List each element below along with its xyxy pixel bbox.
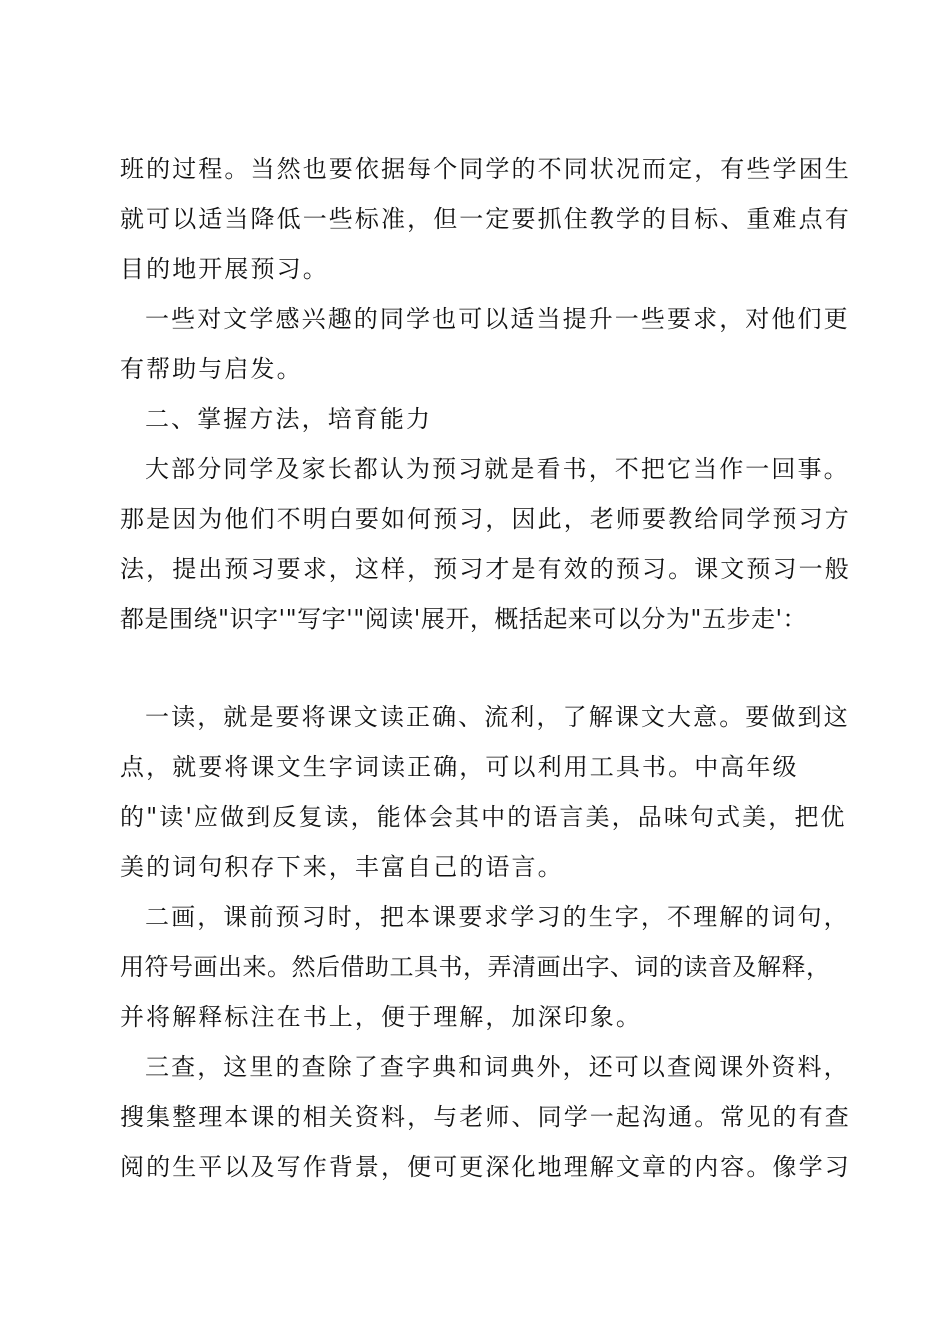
text-line: 就可以适当降低一些标准，但一定要抓住教学的目标、重难点有 xyxy=(120,205,851,233)
text-line: 班的过程。当然也要依据每个同学的不同状况而定，有些学困生 xyxy=(120,155,851,183)
paragraph-first-line: 二画，课前预习时，把本课要求学习的生字，不理解的词句， xyxy=(145,903,850,931)
text-line: 法，提出预习要求，这样，预习才是有效的预习。课文预习一般 xyxy=(120,555,851,583)
paragraph-first-line: 一读，就是要将课文读正确、流利，了解课文大意。要做到这 xyxy=(145,703,850,731)
paragraph-first-line: 一些对文学感兴趣的同学也可以适当提升一些要求，对他们更 xyxy=(145,305,850,333)
text-line: 点，就要将课文生字词读正确，可以利用工具书。中高年级 xyxy=(120,753,799,781)
text-line: 阅的生平以及写作背景，便可更深化地理解文章的内容。像学习 xyxy=(120,1153,851,1181)
text-line: 都是围绕"识字'"写字'"阅读'展开，概括起来可以分为"五步走'： xyxy=(120,605,808,633)
text-line: 目的地开展预习。 xyxy=(120,255,329,283)
text-line: 的"读'应做到反复读，能体会其中的语言美，品味句式美，把优 xyxy=(120,803,847,831)
paragraph-first-line: 三查，这里的查除了查字典和词典外，还可以查阅课外资料， xyxy=(145,1053,850,1081)
text-line: 美的词句积存下来，丰富自己的语言。 xyxy=(120,853,564,881)
text-line: 那是因为他们不明白要如何预习，因此，老师要教给同学预习方 xyxy=(120,505,851,533)
paragraph-first-line: 大部分同学及家长都认为预习就是看书，不把它当作一回事。 xyxy=(145,455,850,483)
section-heading: 二、掌握方法，培育能力 xyxy=(145,405,433,433)
text-line: 并将解释标注在书上，便于理解，加深印象。 xyxy=(120,1003,642,1031)
text-line: 搜集整理本课的相关资料，与老师、同学一起沟通。常见的有查 xyxy=(120,1103,851,1131)
text-line: 有帮助与启发。 xyxy=(120,355,303,383)
text-line: 用符号画出来。然后借助工具书，弄清画出字、词的读音及解释， xyxy=(120,953,831,981)
